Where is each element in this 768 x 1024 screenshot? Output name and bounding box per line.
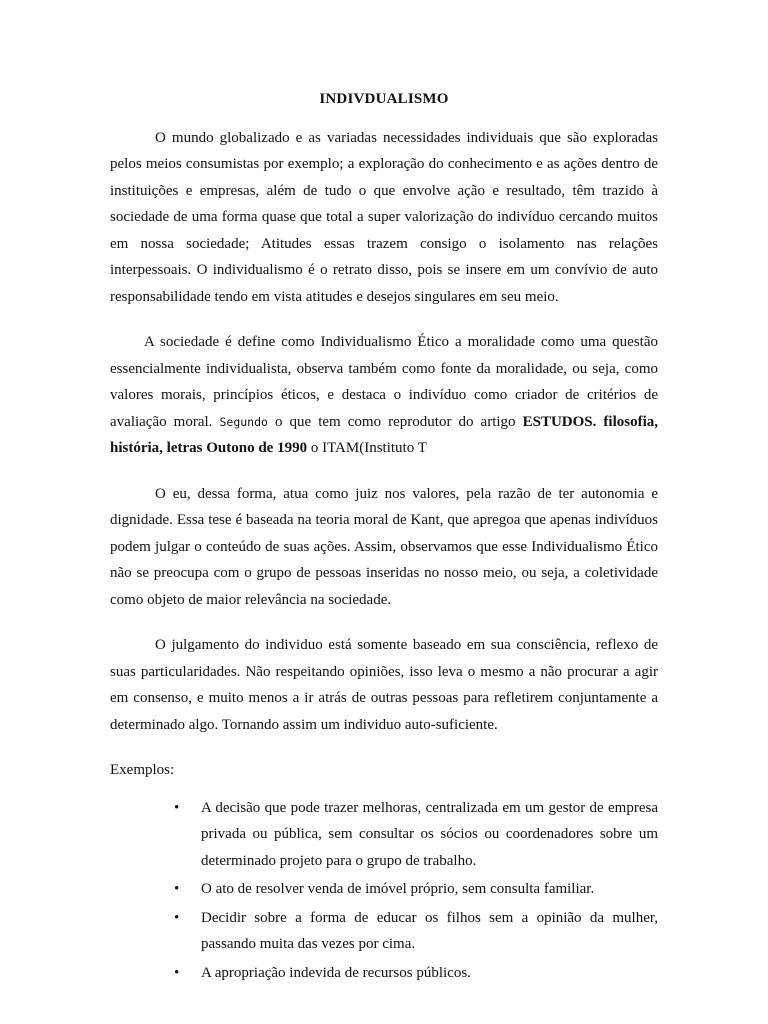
list-item: • O ato de resolver venda de imóvel próprio, sem consulta familiar. — [201, 876, 658, 903]
list-item: • A apropriação indevida de recursos públicos. — [201, 960, 658, 987]
paragraph-2 — [110, 329, 658, 462]
examples-list — [110, 795, 658, 987]
paragraph-2-mono-word: Segundo — [219, 414, 268, 429]
list-item: • A decisão que pode trazer melhoras, centralizada em um gestor de empresa privada ou pública, sem consultar os sócios ou coordenadores sobre um determinado projeto para o grupo de trabalho. — [201, 795, 658, 875]
examples-heading: Exemplos: — [110, 762, 175, 778]
paragraph-3: O eu, dessa forma, atua como juiz nos valores, pela razão de ter autonomia e dignidade. Essa tese é baseada na teoria moral de Kant, que apregoa que apenas indivíduos podem julgar o conteúdo de suas ações. Assim, observamos que esse Individualismo Ético não se preocupa com o grupo de pessoas inseridas no nosso meio, ou seja, a coletividade como objeto de maior relevância na sociedade. — [110, 485, 658, 608]
paragraph-2-text-b: o que tem como reprodutor do artigo — [267, 413, 523, 430]
paragraph-4: O julgamento do individuo está somente baseado em sua consciência, reflexo de suas particularidades. Não respeitando opiniões, isso leva o mesmo a não procurar a agir em consenso, e muito menos a ir atrás de outras pessoas para refletirem conjuntamente a determinado algo. Tornando assim um individuo auto-suficiente. — [110, 637, 658, 733]
paragraph-1: O mundo globalizado e as variadas necessidades individuais que são exploradas pelos meios consumistas por exemplo; a exploração do conhecimento e as ações dentro de instituições e empresas, além de tudo o que envolve ação e resultado, têm trazido à sociedade de uma forma quase que total a super valorização do indivíduo cercando muitos em nossa sociedade; Atitudes essas trazem consigo o isolamento nas relações interpessoais. O individualismo é o retrato disso, pois se insere em um convívio de auto responsabilidade tendo em vista atitudes e desejos singulares em seu meio. — [110, 129, 658, 305]
document-title: INDIVDUALISMO — [319, 91, 449, 107]
paragraph-2-text-a: A sociedade é define como Individualismo Ético a moralidade como uma questão essencialmente individualista, observa também como fonte da moralidade, ou seja, como valores morais, princípios éticos, e destaca o indivíduo como criador de critérios de avaliação moral. — [110, 334, 658, 430]
list-item: • Decidir sobre a forma de educar os filhos sem a opinião da mulher, passando muita das vezes por cima. — [201, 905, 658, 958]
paragraph-2-bold-reference: ESTUDOS. filosofia, história, letras Outono de 1990 — [110, 413, 658, 456]
paragraph-2-text-c: o ITAM(Instituto T — [307, 440, 427, 456]
document-page — [110, 86, 658, 988]
